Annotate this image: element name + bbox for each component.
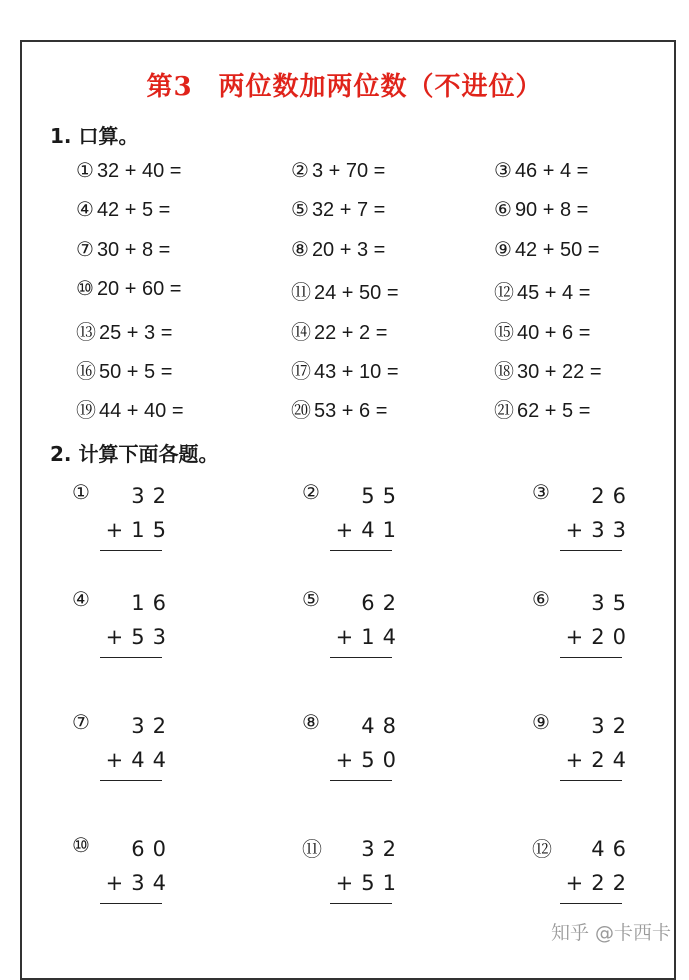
problem-number: ⑩ <box>72 833 90 857</box>
oral-item <box>494 355 676 394</box>
oral-item <box>76 158 291 197</box>
item-number: ⑧ <box>291 236 309 261</box>
problem-number: ⑪ <box>302 837 322 861</box>
addend-bottom: +14 <box>335 625 404 649</box>
addend-bottom: +53 <box>105 625 174 649</box>
answer-line <box>330 903 392 904</box>
item-number: ④ <box>76 197 94 222</box>
addend-top: 46 <box>591 837 634 861</box>
expression: 62 + 5 = <box>517 400 591 423</box>
answer-line <box>100 550 162 551</box>
expression: 45 + 4 = <box>517 282 591 305</box>
oral-item <box>494 276 676 315</box>
addend-bottom: +20 <box>565 625 634 649</box>
addend-top: 55 <box>361 484 404 508</box>
expression: 22 + 2 = <box>314 321 388 344</box>
problem-number: ⑥ <box>532 587 550 611</box>
answer-line <box>100 903 162 904</box>
answer-line <box>330 550 392 551</box>
addend-top: 26 <box>591 484 634 508</box>
expression: 44 + 40 = <box>99 400 184 423</box>
addend-top: 32 <box>131 484 174 508</box>
expression: 20 + 60 = <box>96 278 182 301</box>
item-number: ③ <box>494 158 512 182</box>
addend-bottom: +41 <box>335 518 404 542</box>
item-number: ② <box>291 158 309 182</box>
oral-item <box>76 394 291 433</box>
addend-bottom: +22 <box>565 871 634 895</box>
problem-number: ② <box>302 480 320 504</box>
item-number: ⑦ <box>76 236 94 261</box>
item-number: ⑳ <box>291 398 311 423</box>
oral-item <box>291 158 494 197</box>
oral-item <box>494 394 676 433</box>
item-number: ⑯ <box>76 358 96 383</box>
item-number: ⑩ <box>76 276 94 301</box>
addend-top: 60 <box>131 837 174 861</box>
oral-item <box>494 158 676 197</box>
expression: 30 + 8 = <box>96 238 171 261</box>
oral-item <box>291 355 494 394</box>
item-number: ⑭ <box>291 319 311 344</box>
item-number: ⑱ <box>494 358 514 383</box>
expression: 53 + 6 = <box>314 400 388 423</box>
page-title <box>0 66 689 103</box>
oral-item <box>291 237 494 276</box>
oral-item <box>76 316 291 355</box>
oral-calc-grid <box>76 158 676 434</box>
addend-bottom: +34 <box>105 871 174 895</box>
item-number: ① <box>76 158 94 182</box>
expression: 20 + 3 = <box>311 238 386 261</box>
oral-item <box>76 237 291 276</box>
expression: 24 + 50 = <box>314 282 399 305</box>
expression: 42 + 50 = <box>514 238 600 261</box>
oral-item <box>291 276 494 315</box>
section-1-heading: 1. 口算。 <box>50 124 139 148</box>
problem-number: ⑦ <box>72 710 90 734</box>
oral-item <box>291 197 494 236</box>
oral-item <box>494 316 676 355</box>
expression: 32 + 40 = <box>96 160 182 182</box>
oral-item <box>494 237 676 276</box>
problem-number: ⑫ <box>532 837 552 861</box>
expression: 30 + 22 = <box>517 360 602 383</box>
item-number: ⑰ <box>291 358 311 383</box>
answer-line <box>100 780 162 781</box>
answer-line <box>100 657 162 658</box>
section-2-heading: 2. 计算下面各题。 <box>50 442 219 466</box>
expression: 90 + 8 = <box>514 199 589 222</box>
lesson-number: 第3 <box>146 72 193 102</box>
oral-item <box>494 197 676 236</box>
answer-line <box>330 780 392 781</box>
item-number: ⑮ <box>494 319 514 344</box>
oral-item <box>76 197 291 236</box>
expression: 43 + 10 = <box>314 360 399 383</box>
addend-bottom: +50 <box>335 748 404 772</box>
answer-line <box>560 657 622 658</box>
item-number: ⑪ <box>291 280 311 305</box>
problem-number: ⑨ <box>532 710 550 734</box>
oral-item <box>291 316 494 355</box>
answer-line <box>560 780 622 781</box>
addend-top: 16 <box>131 591 174 615</box>
addend-bottom: +51 <box>335 871 404 895</box>
expression: 25 + 3 = <box>99 321 173 344</box>
item-number: ⑤ <box>291 197 309 222</box>
addend-top: 32 <box>131 714 174 738</box>
answer-line <box>560 550 622 551</box>
oral-item <box>76 355 291 394</box>
expression: 42 + 5 = <box>96 199 171 222</box>
expression: 32 + 7 = <box>311 199 386 222</box>
problem-number: ④ <box>72 587 90 611</box>
answer-line <box>560 903 622 904</box>
addend-bottom: +33 <box>565 518 634 542</box>
addend-top: 35 <box>591 591 634 615</box>
addend-top: 48 <box>361 714 404 738</box>
problem-number: ① <box>72 480 90 504</box>
expression: 50 + 5 = <box>99 360 173 383</box>
lesson-title: 两位数加两位数（不进位） <box>218 72 543 102</box>
item-number: ⑥ <box>494 197 512 222</box>
item-number: ⑲ <box>76 398 96 423</box>
addend-top: 32 <box>361 837 404 861</box>
problem-number: ③ <box>532 480 550 504</box>
item-number: ⑨ <box>494 236 512 261</box>
item-number: ⑬ <box>76 319 96 344</box>
oral-item <box>291 394 494 433</box>
answer-line <box>330 657 392 658</box>
oral-item <box>76 276 291 315</box>
item-number: ㉑ <box>494 398 514 423</box>
expression: 40 + 6 = <box>517 321 591 344</box>
item-number: ⑫ <box>494 280 514 305</box>
problem-number: ⑤ <box>302 587 320 611</box>
watermark: 知乎 @卡西卡 <box>550 922 671 944</box>
addend-bottom: +24 <box>565 748 634 772</box>
addend-top: 62 <box>361 591 404 615</box>
addend-top: 32 <box>591 714 634 738</box>
expression: 3 + 70 = <box>311 160 386 182</box>
addend-bottom: +15 <box>105 518 174 542</box>
problem-number: ⑧ <box>302 710 320 734</box>
expression: 46 + 4 = <box>514 160 589 182</box>
addend-bottom: +44 <box>105 748 174 772</box>
